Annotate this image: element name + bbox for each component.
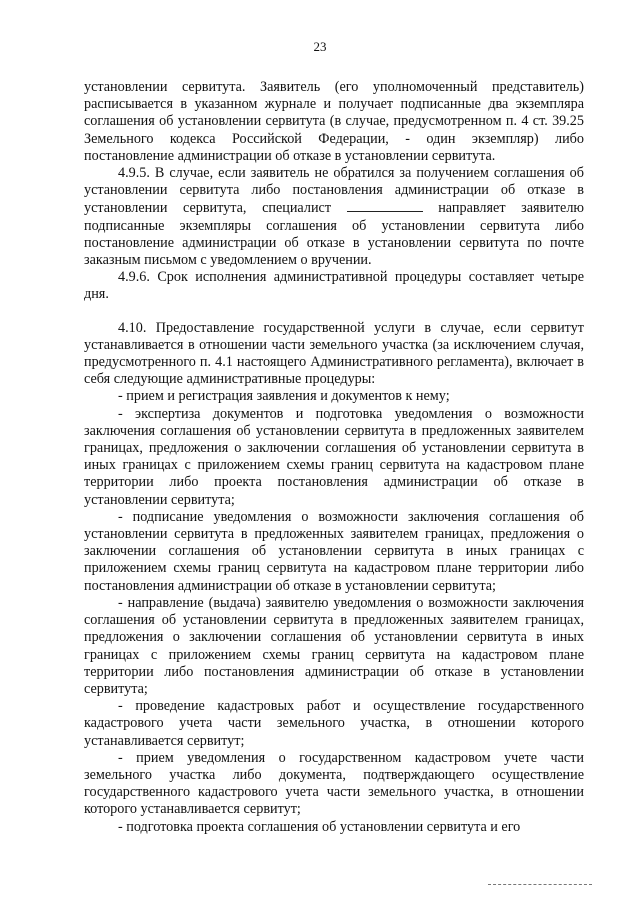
list-item: - подготовка проекта соглашения об установлении сервитута и его (118, 818, 521, 835)
list-item: - экспертиза документов и подготовка уведомления о возможности заключения соглашения об установлении сервитута в предложенных заявителем границах, предложения о заключении соглашения об установлении сервитута в иных границах с приложением схемы границ сервитута на кадастровом плане территории либо проекта постановления администрации об отказе в установлении сервитута; (84, 405, 584, 508)
list-item: - проведение кадастровых работ и осуществление государственного кадастрового учета части земельного участка, в отношении которого устанавливается сервитут; (84, 698, 584, 749)
list-item: - прием и регистрация заявления и документов к нему; (118, 388, 450, 405)
document-body (84, 79, 584, 836)
paragraph-text: 4.9.5. В случае, если заявитель не обратился за получением соглашения об установлении сервитута либо постановления администрации об отказе в установлении сервитута, специалист (84, 165, 584, 217)
paragraph-4-9-5 (84, 165, 584, 269)
list-item: - прием уведомления о государственном кадастровом учете части земельного участка либо документа, подтверждающего осуществление государственного кадастрового учета части земельного участка, в отношении которого устанавливается сервитут; (84, 749, 584, 818)
list-item: - направление (выдача) заявителю уведомления о возможности заключения соглашения об установлении сервитута в предложенных заявителем границах, предложения о заключении соглашения об установлении сервитута в иных границах с приложением схемы границ сервитута на кадастровом плане территории либо постановления администрации об отказе в установлении сервитута; (84, 594, 584, 697)
paragraph-4-10: 4.10. Предоставление государственной услуги в случае, если сервитут устанавливается в отношении части земельного участка (за исключением случая, предусмотренного п. 4.1 настоящего Административного регламента), включает в себя следующие административные процедуры: (84, 319, 584, 388)
blank-field-line (347, 199, 423, 212)
page-number: 23 (313, 39, 327, 54)
list-item: - подписание уведомления о возможности заключения соглашения об установлении сервитута в предложенных заявителем границах, предложения о заключении соглашения об установлении сервитута в иных границах с приложением схемы границ сервитута на кадастровом плане территории либо постановления администрации об отказе в установлении сервитута; (84, 508, 584, 594)
scan-artifact-line (488, 884, 592, 887)
paragraph-text: направляет заявителю подписанные экземпляры соглашения об установлении сервитута либо постановление администрации об отказе в установлении сервитута по почте заказным письмом с уведомлением о вручении. (84, 200, 585, 269)
paragraph: установлении сервитута. Заявитель (его уполномоченный представитель) расписывается в указанном журнале и получает подписанные два экземпляра соглашения об установлении сервитута (в случае, предусмотренном п. 4 ст. 39.25 Земельного кодекса Российской Федерации, - один экземпляр) либо постановление администрации об отказе в установлении сервитута. (84, 79, 584, 164)
paragraph-4-9-6: 4.9.6. Срок исполнения административной процедуры составляет четыре дня. (84, 269, 584, 303)
